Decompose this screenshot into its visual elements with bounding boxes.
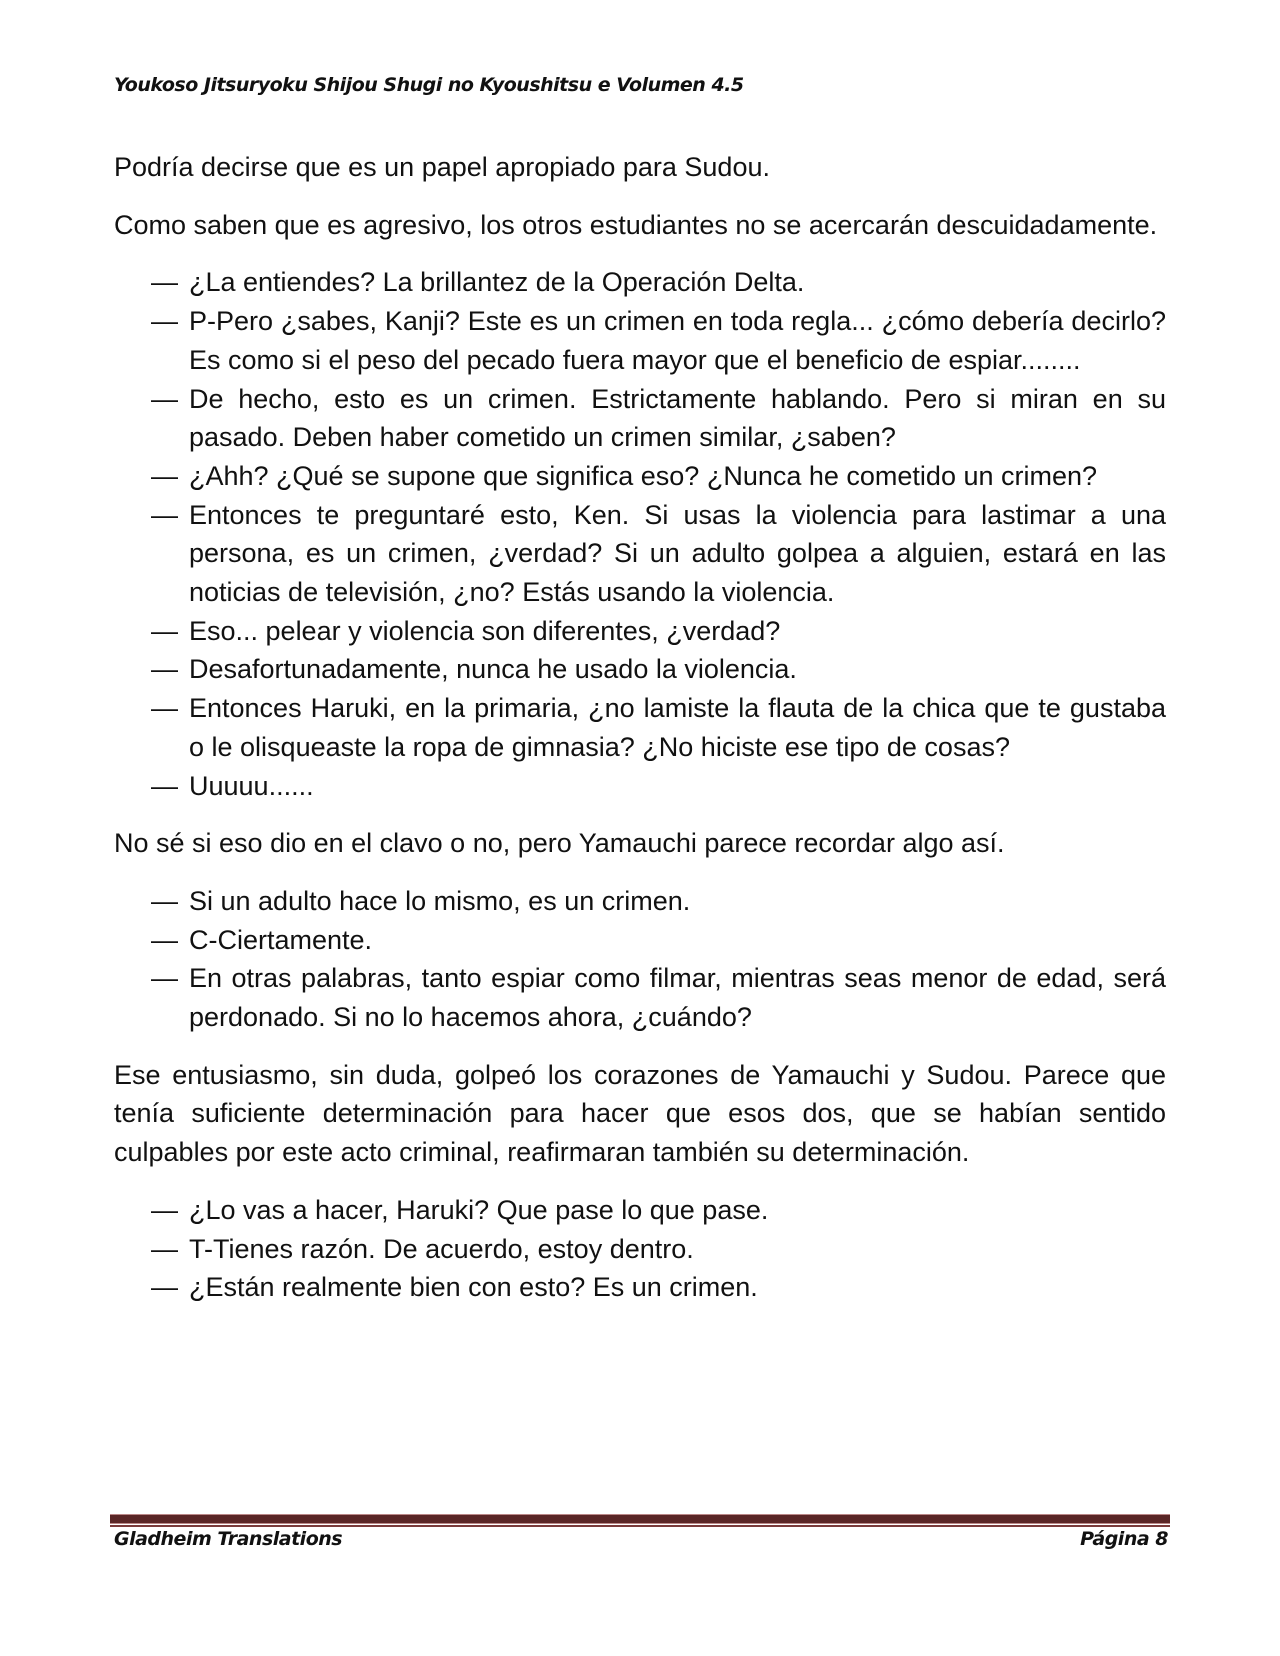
dialogue-line [114,263,1166,302]
dialogue-text: Entonces Haruki, en la primaria, ¿no lamiste la flauta de la chica que te gustaba o le olisqueaste la ropa de gimnasia? ¿No hiciste ese tipo de cosas? [189,693,1166,762]
footer-credit: Gladheim Translations [114,1528,343,1550]
dialogue-dash: — [151,383,178,414]
dialogue-dash: — [151,499,178,530]
dialogue-line [114,457,1166,496]
dialogue-line [114,882,1166,921]
paragraph: Podría decirse que es un papel apropiado para Sudou. [114,152,770,182]
dialogue-line [114,1191,1166,1230]
dialogue-dash: — [151,963,178,994]
dialogue-line [114,689,1166,766]
dialogue-dash: — [151,1233,178,1264]
running-header: Youkoso Jitsuryoku Shijou Shugi no Kyoushitsu e Volumen 4.5 [114,74,744,96]
dialogue-line [114,496,1166,612]
dialogue-text: De hecho, esto es un crimen. Estrictamente hablando. Pero si miran en su pasado. Deben haber cometido un crimen similar, ¿saben? [189,383,1166,453]
dialogue-text: Desafortunadamente, nunca he usado la violencia. [189,654,797,685]
dialogue-text: ¿La entiendes? La brillantez de la Operación Delta. [189,267,805,298]
dialogue-line [114,302,1166,379]
dialogue-dash: — [151,885,178,916]
dialogue-dash: — [151,693,178,724]
paragraph: Ese entusiasmo, sin duda, golpeó los corazones de Yamauchi y Sudou. Parece que tenía suficiente determinación para hacer que esos dos, que se habían sentido culpables por este acto criminal, reafirmaran también su determinación. [114,1059,1166,1168]
dialogue-dash: — [151,1194,178,1225]
footer-rule-thin [110,1525,1170,1527]
dialogue-dash: — [151,1272,178,1303]
dialogue-line [114,767,1166,806]
page-body [114,148,1166,1326]
dialogue-line [114,612,1166,651]
dialogue-text: C-Ciertamente. [189,924,373,955]
dialogue-text: ¿Lo vas a hacer, Haruki? Que pase lo que pase. [189,1194,769,1225]
dialogue-text: En otras palabras, tanto espiar como filmar, mientras seas menor de edad, será perdonado. Si no lo hacemos ahora, ¿cuándo? [189,963,1166,1033]
dialogue-dash: — [151,924,178,955]
dialogue-text: Entonces te preguntaré esto, Ken. Si usas la violencia para lastimar a una persona, es un crimen, ¿verdad? Si un adulto golpea a alguien, estará en las noticias de televisión, ¿no? Estás usando la violencia. [189,499,1166,608]
dialogue-line [114,1230,1166,1269]
dialogue-block [114,1191,1166,1307]
dialogue-dash: — [151,306,178,337]
paragraph: Como saben que es agresivo, los otros estudiantes no se acercarán descuidadamente. [114,209,1158,240]
dialogue-dash: — [151,615,178,646]
footer-rule [110,1514,1170,1524]
dialogue-text: Uuuuu...... [189,770,314,801]
paragraph: No sé si eso dio en el clavo o no, pero Yamauchi parece recordar algo así. [114,828,1005,859]
dialogue-block [114,882,1166,1037]
dialogue-text: P-Pero ¿sabes, Kanji? Este es un crimen en toda regla... ¿cómo debería decirlo? Es como si el peso del pecado fuera mayor que el beneficio de espiar........ [189,306,1166,375]
dialogue-dash: — [151,267,178,298]
dialogue-text: T-Tienes razón. De acuerdo, estoy dentro. [189,1233,694,1264]
dialogue-line [114,959,1166,1036]
page-number: Página 8 [1080,1528,1168,1550]
dialogue-text: Si un adulto hace lo mismo, es un crimen. [189,885,691,916]
dialogue-dash: — [151,654,178,685]
dialogue-dash: — [151,460,178,491]
dialogue-line [114,1268,1166,1307]
dialogue-block [114,263,1166,805]
dialogue-dash: — [151,770,178,801]
dialogue-line [114,921,1166,960]
dialogue-text: ¿Están realmente bien con esto? Es un crimen. [189,1272,758,1303]
dialogue-line [114,650,1166,689]
dialogue-text: Eso... pelear y violencia son diferentes, ¿verdad? [189,615,781,646]
dialogue-line [114,380,1166,457]
dialogue-text: ¿Ahh? ¿Qué se supone que significa eso? ¿Nunca he cometido un crimen? [189,460,1098,491]
